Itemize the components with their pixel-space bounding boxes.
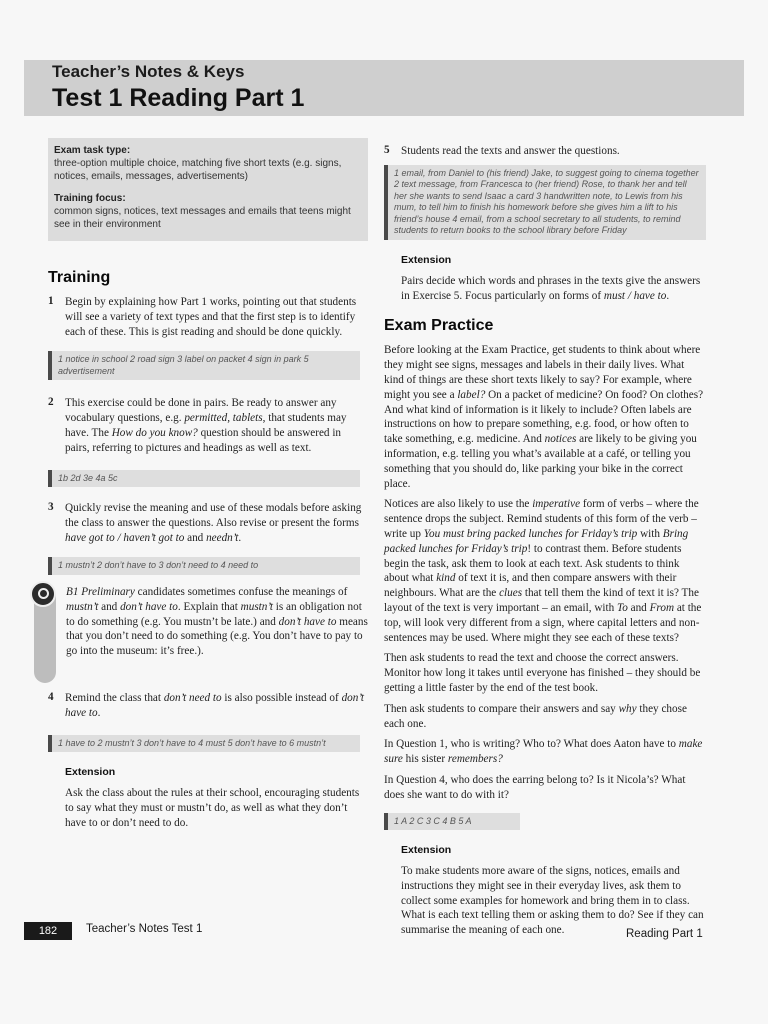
exam-practice-heading: Exam Practice — [384, 317, 494, 335]
answer-key-1: 1 notice in school 2 road sign 3 label on packet 4 sign in park 5 advertisement — [48, 351, 360, 380]
training-item-2 — [48, 396, 368, 455]
extension-heading: Extension — [401, 844, 452, 856]
item-text: Quickly revise the meaning and use of these modals before asking the class to answer the questions. Also revise or present the forms have got to / haven’t got to and needn’t. — [65, 502, 362, 544]
exam-practice-paragraph: Notices are also likely to use the imperative form of verbs – where the sentence drops the subject. Remind students of this form of the verb – write up You must bring packed lunches for Friday’s trip with Bring packed lunches for Friday’s trip! to contrast them. Before students begin the task, ask them to look at each text. Ask students to think about what kind of text it is, and then compare answers with their neighbours. What are the clues that tell them the kind of text it is? The layout of the text is very important – an email, with To and From at the top, will look very different from a sign, where capital letters and non-sentences may be used. Where might they see each of these texts? — [384, 498, 702, 644]
answer-key-6: 1 A 2 C 3 C 4 B 5 A — [384, 813, 520, 831]
item-number: 1 — [48, 295, 54, 307]
task-type-label: Exam task type: — [54, 145, 131, 156]
training-item-1 — [48, 295, 368, 339]
item-text: Begin by explaining how Part 1 works, pointing out that students will see a variety of text types and that the first step is to identify each of these. This is gist reading and should be done quickly. — [65, 296, 357, 338]
exam-tip-box — [34, 585, 368, 683]
exam-practice-paragraph: In Question 1, who is writing? Who to? What does Aaton have to make sure his sister remembers? — [384, 738, 703, 766]
training-focus-text: common signs, notices, text messages and emails that teens might see in their environment — [54, 206, 351, 230]
tip-icon — [30, 581, 56, 607]
item-number: 5 — [384, 144, 390, 156]
page-title: Test 1 Reading Part 1 — [52, 84, 305, 112]
answer-key-3: 1 mustn’t 2 don’t have to 3 don’t need to 4 need to — [48, 557, 360, 575]
extension-text: Pairs decide which words and phrases in the texts give the answers in Exercise 5. Focus particularly on forms of must / have to. — [401, 274, 701, 302]
training-item-3 — [48, 501, 368, 545]
exam-task-box — [48, 138, 368, 241]
item-text: Students read the texts and answer the questions. — [401, 145, 620, 157]
header-supertitle: Teacher’s Notes & Keys — [52, 62, 245, 81]
tip-sidebar — [34, 585, 56, 683]
extension-text: Ask the class about the rules at their school, encouraging students to say what they must or mustn’t do, as well as what they don’t have to or don’t need to do. — [65, 787, 360, 829]
training-focus-label: Training focus: — [54, 193, 126, 204]
answer-key-5: 1 email, from Daniel to (his friend) Jake, to suggest going to cinema together 2 text message, from Francesca to (her friend) Rose, to thank her and tell her she wants to send Isaac a card 3 handwritten note, to Lewis from his mum, to tell him to finish his homework before she gives him a lift to his friend’s house 4 email, from a school secretary to all students, to remind students to return books to the school library before Friday — [384, 165, 706, 240]
page-header — [24, 60, 744, 116]
answer-key-2: 1b 2d 3e 4a 5c — [48, 470, 360, 488]
footer-part-label: Reading Part 1 — [626, 928, 703, 940]
training-item-5 — [384, 144, 706, 159]
training-heading: Training — [48, 269, 111, 286]
exam-practice-paragraph: Then ask students to read the text and choose the correct answers. Monitor how long it takes until everyone has finished – they should be getting a little faster by the end of the test book. — [384, 652, 701, 694]
extension-text: To make students more aware of the signs, notices, emails and instructions they might see in their everyday lives, ask them to collect some examples for homework and bring them in to class. What is each text telling them or asking them to do? See if they can summarise the meaning of each one. — [401, 865, 704, 937]
tip-text: B1 Preliminary candidates sometimes confuse the meanings of mustn’t and don’t have to. Explain that mustn’t is an obligation not to do something (e.g. You mustn’t be late.) and don’t have to means that you don’t need to do something (e.g. You don’t have to pay to go into the museum: it’s free.). — [66, 585, 368, 658]
item-number: 4 — [48, 690, 54, 703]
answer-key-4: 1 have to 2 mustn’t 3 don’t have to 4 must 5 don’t have to 6 mustn’t — [48, 735, 360, 753]
item-number: 2 — [48, 396, 54, 409]
task-type-text: three-option multiple choice, matching five short texts (e.g. signs, notices, emails, messages, advertisements) — [54, 158, 342, 182]
item-text: Remind the class that don’t need to is also possible instead of don’t have to. — [65, 691, 364, 719]
extension-heading: Extension — [65, 766, 116, 779]
left-column — [48, 138, 368, 830]
page-number: 182 — [24, 922, 72, 940]
exam-practice-paragraph: Before looking at the Exam Practice, get students to think about where they might see signs, messages and labels in their daily lives. What kind of things are these short texts likely to say? For example, where might you see a label? On a packet of medicine? On food? On clothes? And what kind of information is it likely to include? Often labels are instructions on how to prepare something, e.g. food, or how often to take something, e.g. medicine. And notices are likely to be giving you information, e.g. telling you what’s available at a café, or telling you something that you should do, like parking your bike in the correct place. — [384, 344, 704, 490]
exam-practice-paragraph: In Question 4, who does the earring belong to? Is it Nicola’s? What does she want to do with it? — [384, 773, 686, 801]
training-item-4 — [48, 691, 368, 721]
extension-heading: Extension — [401, 253, 452, 266]
item-number: 3 — [48, 501, 54, 514]
right-column — [384, 138, 706, 938]
item-text: This exercise could be done in pairs. Be ready to answer any vocabulary questions, e.g. permitted, tablets, that students may have. The How do you know? question should be answered in pairs, referring to pictures and headings as well as text. — [65, 397, 347, 454]
footer-section-label: Teacher’s Notes Test 1 — [86, 923, 203, 935]
exam-practice-paragraph: Then ask students to compare their answers and say why they chose each one. — [384, 702, 687, 730]
